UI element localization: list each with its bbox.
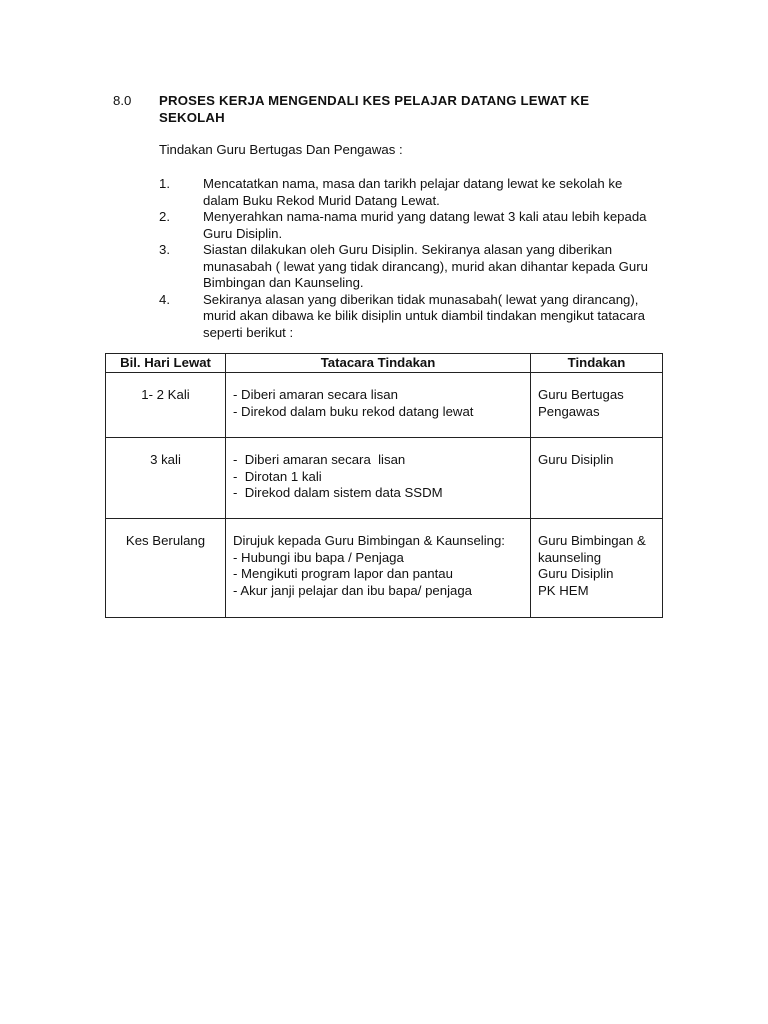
- step-number: 2.: [159, 209, 170, 224]
- procedure-cell: [226, 438, 531, 519]
- table-row: [106, 373, 663, 438]
- procedure-line: Dirujuk kepada Guru Bimbingan & Kaunseling:: [233, 533, 505, 548]
- step-item: [159, 242, 659, 292]
- action-cell: [531, 519, 663, 618]
- step-item: [159, 209, 659, 242]
- step-number: 1.: [159, 176, 170, 191]
- table-header-row: [106, 354, 663, 373]
- column-header-action: Tindakan: [531, 354, 663, 373]
- step-text: Menyerahkan nama-nama murid yang datang lewat 3 kali atau lebih kepada Guru Disiplin.: [203, 209, 647, 241]
- step-text: Mencatatkan nama, masa dan tarikh pelajar datang lewat ke sekolah ke dalam Buku Rekod Murid Datang Lewat.: [203, 176, 623, 208]
- section-title: PROSES KERJA MENGENDALI KES PELAJAR DATANG LEWAT KE SEKOLAH: [159, 93, 590, 125]
- step-text: Siastan dilakukan oleh Guru Disiplin. Sekiranya alasan yang diberikan munasabah ( lewat yang tidak dirancang), murid akan dihantar kepada Guru Bimbingan dan Kaunseling.: [203, 242, 648, 290]
- action-line: kaunseling: [538, 549, 602, 565]
- action-cell: [531, 438, 663, 519]
- procedure-line: - Diberi amaran secara lisan: [233, 387, 398, 402]
- procedure-cell: [226, 373, 531, 438]
- section-number: 8.0: [113, 93, 132, 108]
- days-cell: Kes Berulang: [106, 519, 226, 618]
- procedure-line: - Diberi amaran secara lisan: [233, 452, 406, 467]
- column-header-procedure: Tatacara Tindakan: [226, 354, 531, 373]
- action-cell: [531, 373, 663, 438]
- table-row: [106, 438, 663, 519]
- step-number: 4.: [159, 291, 170, 307]
- days-cell: 3 kali: [106, 438, 226, 519]
- steps-list: [159, 176, 659, 341]
- procedure-table: [105, 353, 663, 618]
- step-number: 3.: [159, 242, 170, 257]
- procedure-line: - Hubungi ibu bapa / Penjaga: [233, 549, 404, 565]
- table-row: [106, 519, 663, 618]
- days-cell: 1- 2 Kali: [106, 373, 226, 438]
- action-line: PK HEM: [538, 582, 589, 598]
- action-line: Guru Bertugas: [538, 387, 624, 402]
- step-item: [159, 292, 659, 342]
- procedure-line: - Akur janji pelajar dan ibu bapa/ penjaga: [233, 582, 473, 598]
- step-item: [159, 176, 659, 209]
- intro-text: Tindakan Guru Bertugas Dan Pengawas :: [159, 142, 403, 157]
- action-line: Guru Bimbingan &: [538, 533, 646, 548]
- procedure-line: - Direkod dalam buku rekod datang lewat: [233, 403, 474, 419]
- procedure-line: - Dirotan 1 kali: [233, 468, 322, 484]
- procedure-line: - Mengikuti program lapor dan pantau: [233, 566, 453, 581]
- procedure-line: - Direkod dalam sistem data SSDM: [233, 485, 443, 500]
- action-line: Guru Disiplin: [538, 566, 614, 581]
- action-line: Guru Disiplin: [538, 452, 614, 467]
- step-text: Sekiranya alasan yang diberikan tidak munasabah( lewat yang dirancang), murid akan dibawa ke bilik disiplin untuk diambil tindakan mengikut tatacara seperti berikut :: [203, 291, 646, 340]
- procedure-cell: [226, 519, 531, 618]
- action-line: Pengawas: [538, 403, 600, 419]
- column-header-days: Bil. Hari Lewat: [106, 354, 226, 373]
